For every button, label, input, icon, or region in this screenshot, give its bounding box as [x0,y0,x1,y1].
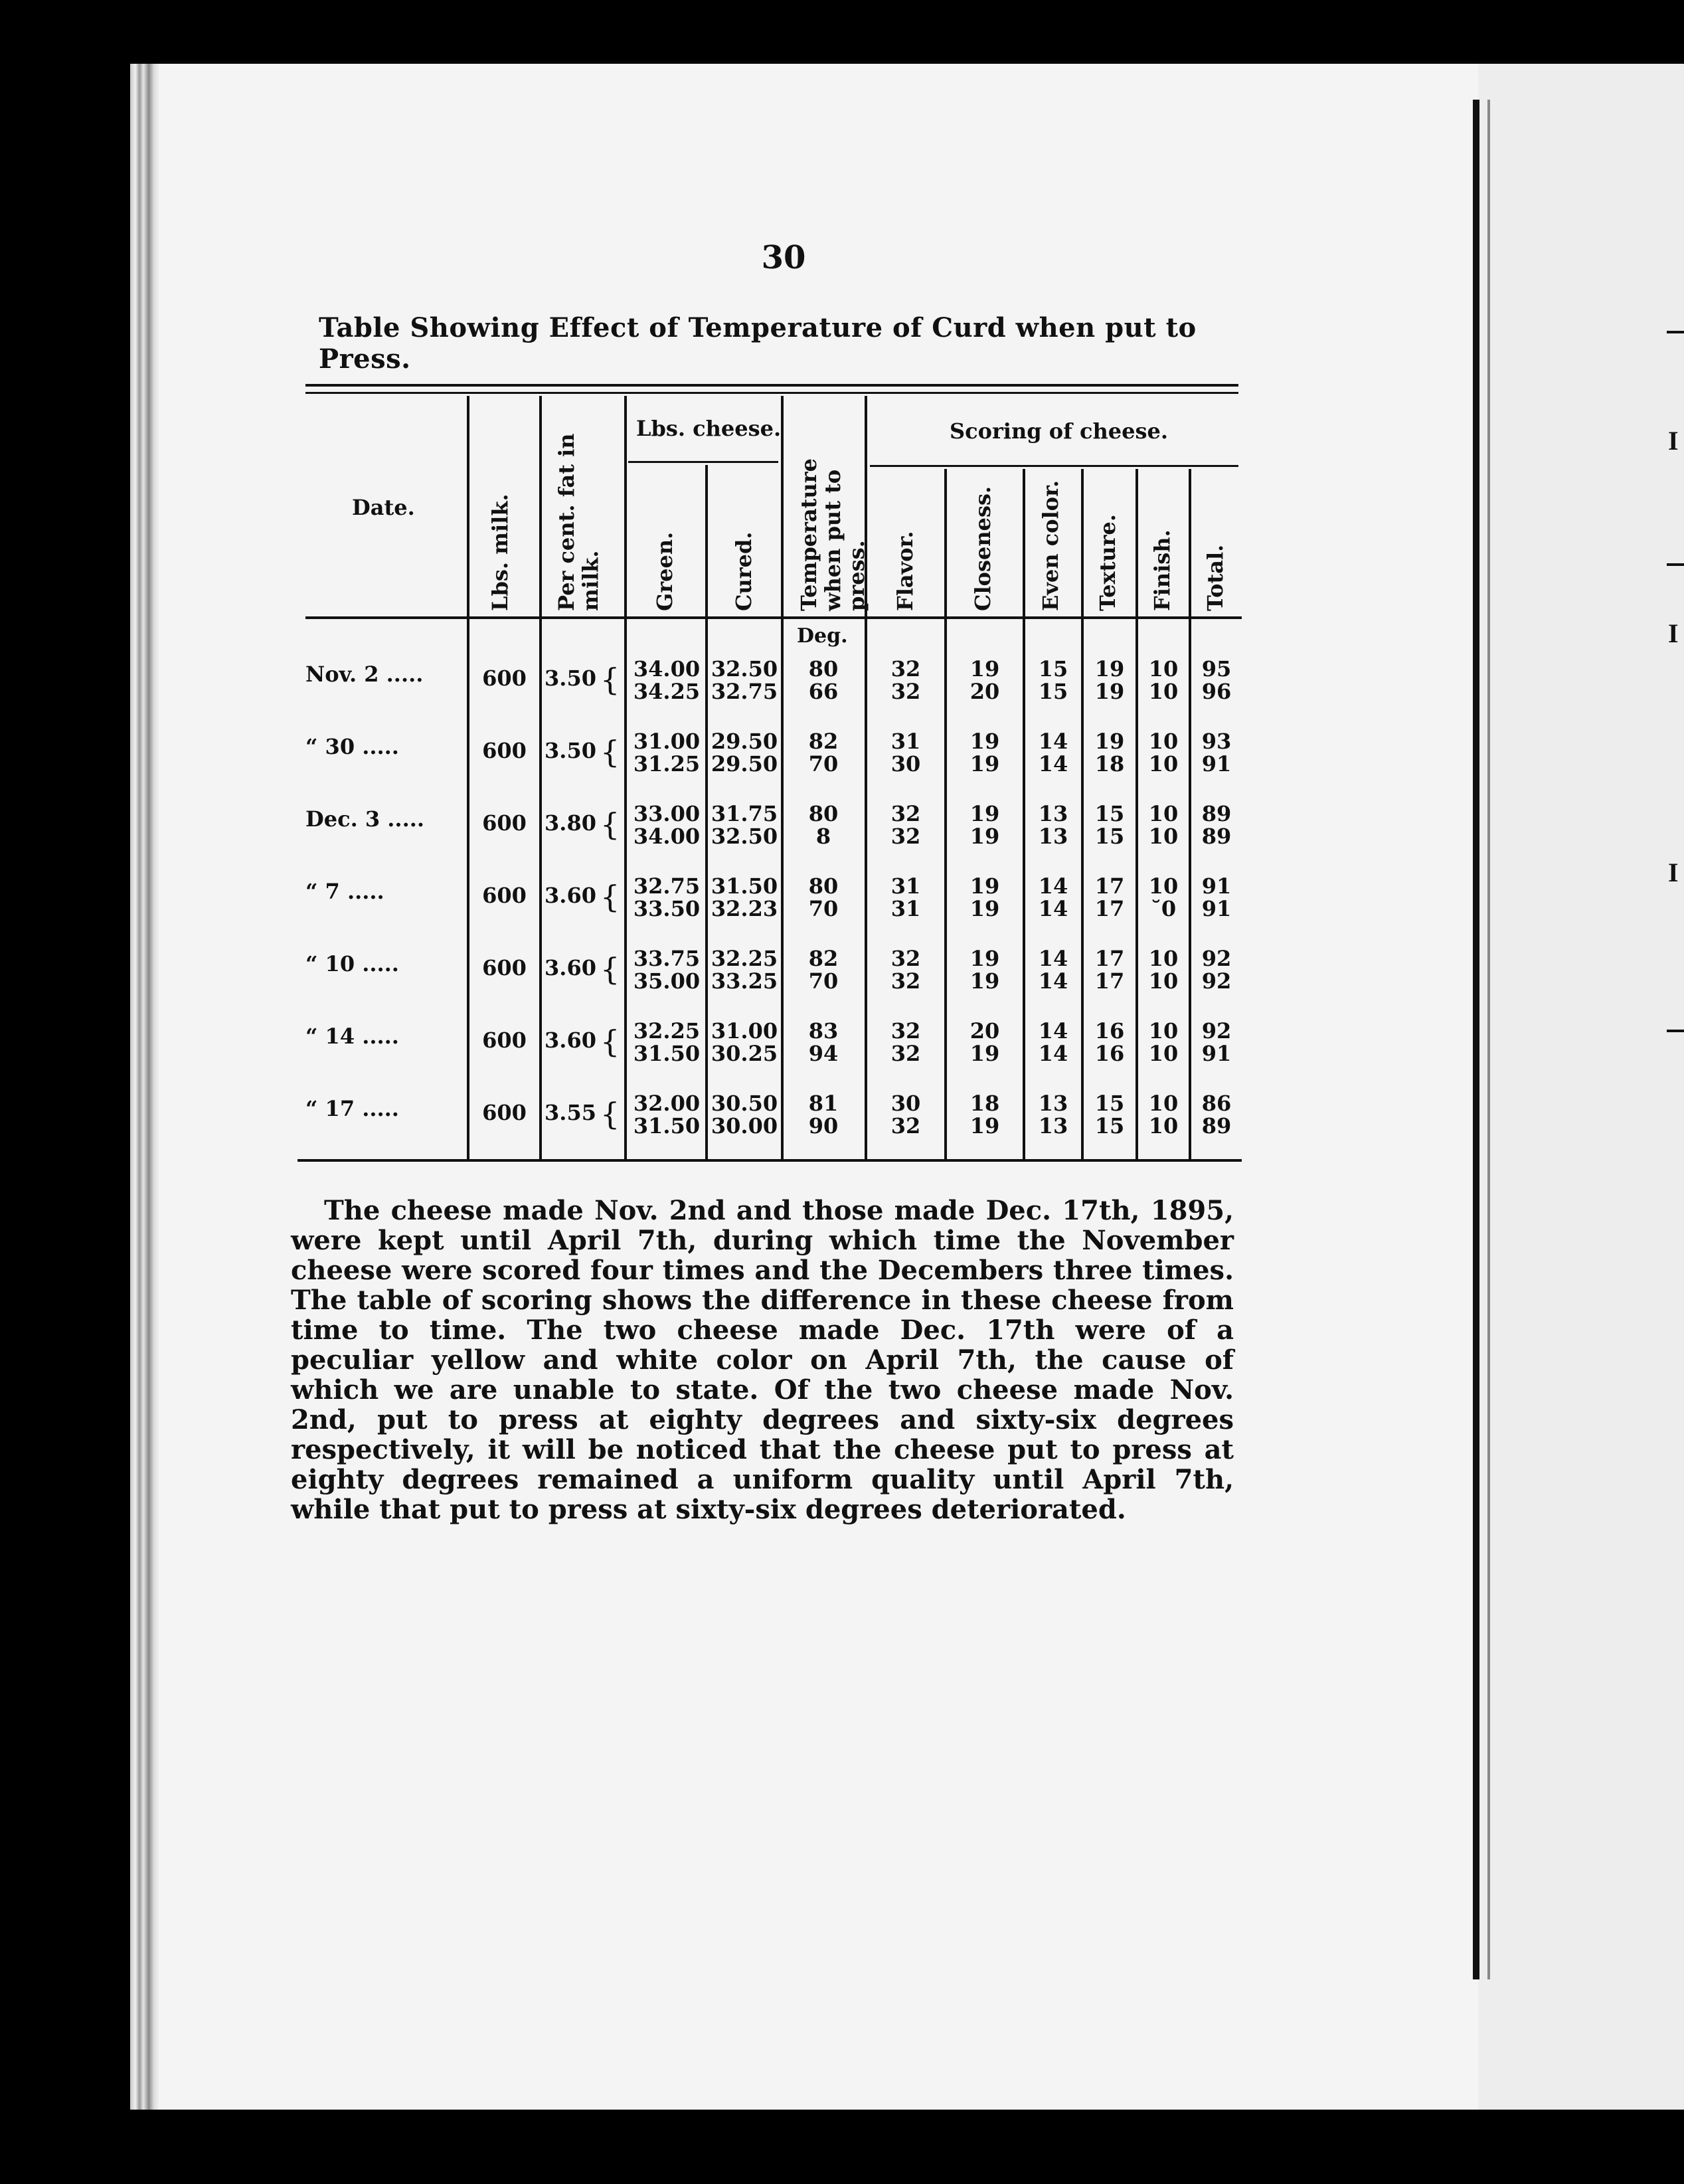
cell-temperature: 82 [808,729,839,754]
cell-green: 32.75 [633,873,701,899]
cell-finish: 10 [1148,679,1179,704]
cell-lbs-milk: 600 [482,955,527,980]
cell-finish: 10 [1148,1091,1179,1116]
cell-fat: 3.60 [545,1028,596,1053]
cell-closeness: 19 [969,656,1000,682]
table-bottom-rule [297,1159,1242,1162]
cell-total: 86 [1201,1091,1232,1116]
book-binding [130,64,159,2110]
cell-texture: 19 [1094,729,1125,754]
cell-flavor: 31 [890,896,921,921]
cell-closeness: 20 [969,679,1000,704]
cell-fat: 3.80 [545,810,596,836]
cell-finish: 10 [1148,968,1179,994]
header-finish: Finish. [1149,529,1175,611]
cell-closeness: 19 [969,801,1000,826]
cell-green: 31.25 [633,751,701,776]
facing-page-mark [1667,331,1684,333]
cell-total: 89 [1201,824,1232,849]
header-temperature: Temperature when put to press. [796,458,869,611]
cell-texture: 15 [1094,1113,1125,1138]
brace-icon: { [600,734,620,770]
cell-temperature: 83 [808,1018,839,1044]
scoring-rule [870,465,1238,467]
cell-even-color: 15 [1038,679,1068,704]
cell-total: 91 [1201,1041,1232,1066]
header-even-color: Even color. [1038,480,1063,611]
cell-texture: 19 [1094,679,1125,704]
cell-closeness: 19 [969,824,1000,849]
cell-temperature: 82 [808,946,839,971]
cell-total: 92 [1201,1018,1232,1044]
cell-texture: 15 [1094,801,1125,826]
cell-finish: 10 [1148,1113,1179,1138]
cell-closeness: 19 [969,896,1000,921]
cell-even-color: 14 [1038,946,1068,971]
cell-temperature: 8 [815,824,831,849]
cell-texture: 19 [1094,656,1125,682]
cell-temperature: 70 [808,968,839,994]
cell-finish: 10 [1148,1018,1179,1044]
cell-flavor: 31 [890,729,921,754]
cell-date: Nov. 2 ..... [305,662,424,687]
cell-temperature: 80 [808,873,839,899]
cell-temperature: 80 [808,656,839,682]
cell-even-color: 14 [1038,1018,1068,1044]
cell-date: “ 30 ..... [305,734,399,759]
cell-cured: 32.75 [711,679,778,704]
facing-page [1478,64,1684,2110]
cell-green: 34.00 [633,656,701,682]
cell-flavor: 31 [890,873,921,899]
cell-fat: 3.60 [545,883,596,908]
page-number: 30 [761,239,806,276]
cell-cured: 29.50 [711,729,778,754]
header-fat: Per cent. fat in milk. [554,433,603,611]
cell-even-color: 14 [1038,873,1068,899]
header-deg-unit: Deg. [797,624,848,648]
cell-even-color: 15 [1038,656,1068,682]
cell-fat: 3.50 [545,666,596,691]
cell-temperature: 66 [808,679,839,704]
cell-flavor: 32 [890,968,921,994]
facing-page-edge [1487,100,1490,1979]
cell-closeness: 20 [969,1018,1000,1044]
cell-green: 34.00 [633,824,701,849]
cell-even-color: 14 [1038,751,1068,776]
cell-finish: 10 [1148,873,1179,899]
brace-icon: { [600,1024,620,1059]
cell-lbs-milk: 600 [482,1028,527,1053]
brace-icon: { [600,662,620,697]
cell-total: 91 [1201,896,1232,921]
cell-cured: 32.23 [711,896,778,921]
cell-flavor: 32 [890,656,921,682]
cell-green: 33.50 [633,896,701,921]
header-date: Date. [352,495,415,520]
cell-finish: ˘0 [1150,896,1177,921]
cell-lbs-milk: 600 [482,666,527,691]
cell-finish: 10 [1148,656,1179,682]
header-lbs-milk: Lbs. milk. [487,494,513,611]
cell-flavor: 32 [890,1113,921,1138]
cell-date: “ 10 ..... [305,951,399,976]
cell-even-color: 14 [1038,968,1068,994]
cell-fat: 3.55 [545,1100,596,1125]
cell-total: 91 [1201,751,1232,776]
header-cured: Cured. [731,531,756,611]
cell-closeness: 19 [969,729,1000,754]
cell-date: Dec. 3 ..... [305,806,424,832]
cell-green: 32.25 [633,1018,701,1044]
cell-texture: 17 [1094,896,1125,921]
cell-temperature: 70 [808,896,839,921]
cell-flavor: 30 [890,751,921,776]
cell-cured: 31.50 [711,873,778,899]
facing-page-mark [1667,1030,1684,1032]
cell-temperature: 70 [808,751,839,776]
cell-total: 95 [1201,656,1232,682]
cell-green: 32.00 [633,1091,701,1116]
cell-cured: 30.25 [711,1041,778,1066]
cell-green: 31.50 [633,1041,701,1066]
cell-green: 33.75 [633,946,701,971]
cell-flavor: 32 [890,946,921,971]
cell-cured: 31.75 [711,801,778,826]
header-green: Green. [652,531,677,611]
header-texture: Texture. [1095,514,1120,611]
header-closeness: Closeness. [970,486,995,611]
lbs-cheese-rule [628,461,778,463]
cell-cured: 32.25 [711,946,778,971]
cell-finish: 10 [1148,824,1179,849]
cell-closeness: 19 [969,946,1000,971]
header-bottom-rule [305,616,1242,619]
table-title: Table Showing Effect of Temperature of Curd when put to Press. [319,312,1197,375]
cell-texture: 17 [1094,873,1125,899]
facing-page-fragment: I [1668,618,1679,648]
header-lbs-cheese: Lbs. cheese. [636,416,782,441]
cell-green: 31.00 [633,729,701,754]
header-total: Total. [1203,544,1228,611]
cell-green: 33.00 [633,801,701,826]
cell-texture: 18 [1094,751,1125,776]
cell-cured: 30.00 [711,1113,778,1138]
header-scoring: Scoring of cheese. [950,418,1168,444]
cell-cured: 29.50 [711,751,778,776]
facing-page-fragment: I [1668,858,1679,887]
facing-page-gutter [1473,100,1479,1979]
brace-icon: { [600,951,620,987]
cell-texture: 15 [1094,824,1125,849]
facing-page-mark [1667,563,1684,566]
cell-texture: 15 [1094,1091,1125,1116]
cell-total: 89 [1201,1113,1232,1138]
cell-date: “ 14 ..... [305,1024,399,1049]
cell-texture: 16 [1094,1041,1125,1066]
body-paragraph: The cheese made Nov. 2nd and those made Dec. 17th, 1895, were kept until April 7th, during which time the November cheese were scored four times and the Decembers three times. The table of scoring shows the difference in these cheese from time to time. The two cheese made Dec. 17th were of a peculiar yellow and white color on April 7th, the cause of which we are unable to state. Of the two cheese made Nov. 2nd, put to press at eighty degrees and sixty-six degrees respectively, it will be noticed that the cheese put to press at eighty degrees remained a uniform quality until April 7th, while that put to press at sixty-six degrees deteriorated. [291,1195,1234,1525]
cell-flavor: 32 [890,801,921,826]
cell-flavor: 30 [890,1091,921,1116]
cell-green: 34.25 [633,679,701,704]
cell-cured: 32.50 [711,824,778,849]
cell-fat: 3.60 [545,955,596,980]
cell-total: 89 [1201,801,1232,826]
cell-cured: 31.00 [711,1018,778,1044]
cell-green: 31.50 [633,1113,701,1138]
cell-finish: 10 [1148,801,1179,826]
cell-closeness: 18 [969,1091,1000,1116]
cell-closeness: 19 [969,873,1000,899]
cell-temperature: 80 [808,801,839,826]
cell-even-color: 13 [1038,1113,1068,1138]
brace-icon: { [600,806,620,842]
cell-temperature: 94 [808,1041,839,1066]
table-top-rule [305,384,1238,387]
cell-date: “ 7 ..... [305,879,384,904]
cell-closeness: 19 [969,1041,1000,1066]
cell-texture: 17 [1094,946,1125,971]
cell-closeness: 19 [969,1113,1000,1138]
cell-total: 96 [1201,679,1232,704]
cell-flavor: 32 [890,1041,921,1066]
cell-closeness: 19 [969,751,1000,776]
cell-texture: 16 [1094,1018,1125,1044]
cell-cured: 32.50 [711,656,778,682]
cell-lbs-milk: 600 [482,810,527,836]
cell-date: “ 17 ..... [305,1096,399,1121]
cell-flavor: 32 [890,679,921,704]
cell-lbs-milk: 600 [482,883,527,908]
cell-temperature: 81 [808,1091,839,1116]
cell-total: 92 [1201,968,1232,994]
cell-total: 93 [1201,729,1232,754]
cell-fat: 3.50 [545,738,596,763]
cell-even-color: 14 [1038,896,1068,921]
cell-cured: 33.25 [711,968,778,994]
brace-icon: { [600,1096,620,1132]
cell-total: 92 [1201,946,1232,971]
cell-finish: 10 [1148,1041,1179,1066]
cell-lbs-milk: 600 [482,1100,527,1125]
cell-closeness: 19 [969,968,1000,994]
column-rule [624,396,627,1161]
table-top-rule [305,392,1238,394]
facing-page-fragment: I [1668,426,1679,456]
cell-lbs-milk: 600 [482,738,527,763]
cell-flavor: 32 [890,824,921,849]
cell-cured: 30.50 [711,1091,778,1116]
cell-texture: 17 [1094,968,1125,994]
header-flavor: Flavor. [892,531,918,611]
cell-even-color: 14 [1038,729,1068,754]
cell-green: 35.00 [633,968,701,994]
cell-even-color: 13 [1038,801,1068,826]
cell-even-color: 13 [1038,824,1068,849]
cell-finish: 10 [1148,946,1179,971]
cell-total: 91 [1201,873,1232,899]
cell-finish: 10 [1148,751,1179,776]
cell-flavor: 32 [890,1018,921,1044]
cell-even-color: 13 [1038,1091,1068,1116]
brace-icon: { [600,879,620,915]
cell-finish: 10 [1148,729,1179,754]
cell-even-color: 14 [1038,1041,1068,1066]
cell-temperature: 90 [808,1113,839,1138]
